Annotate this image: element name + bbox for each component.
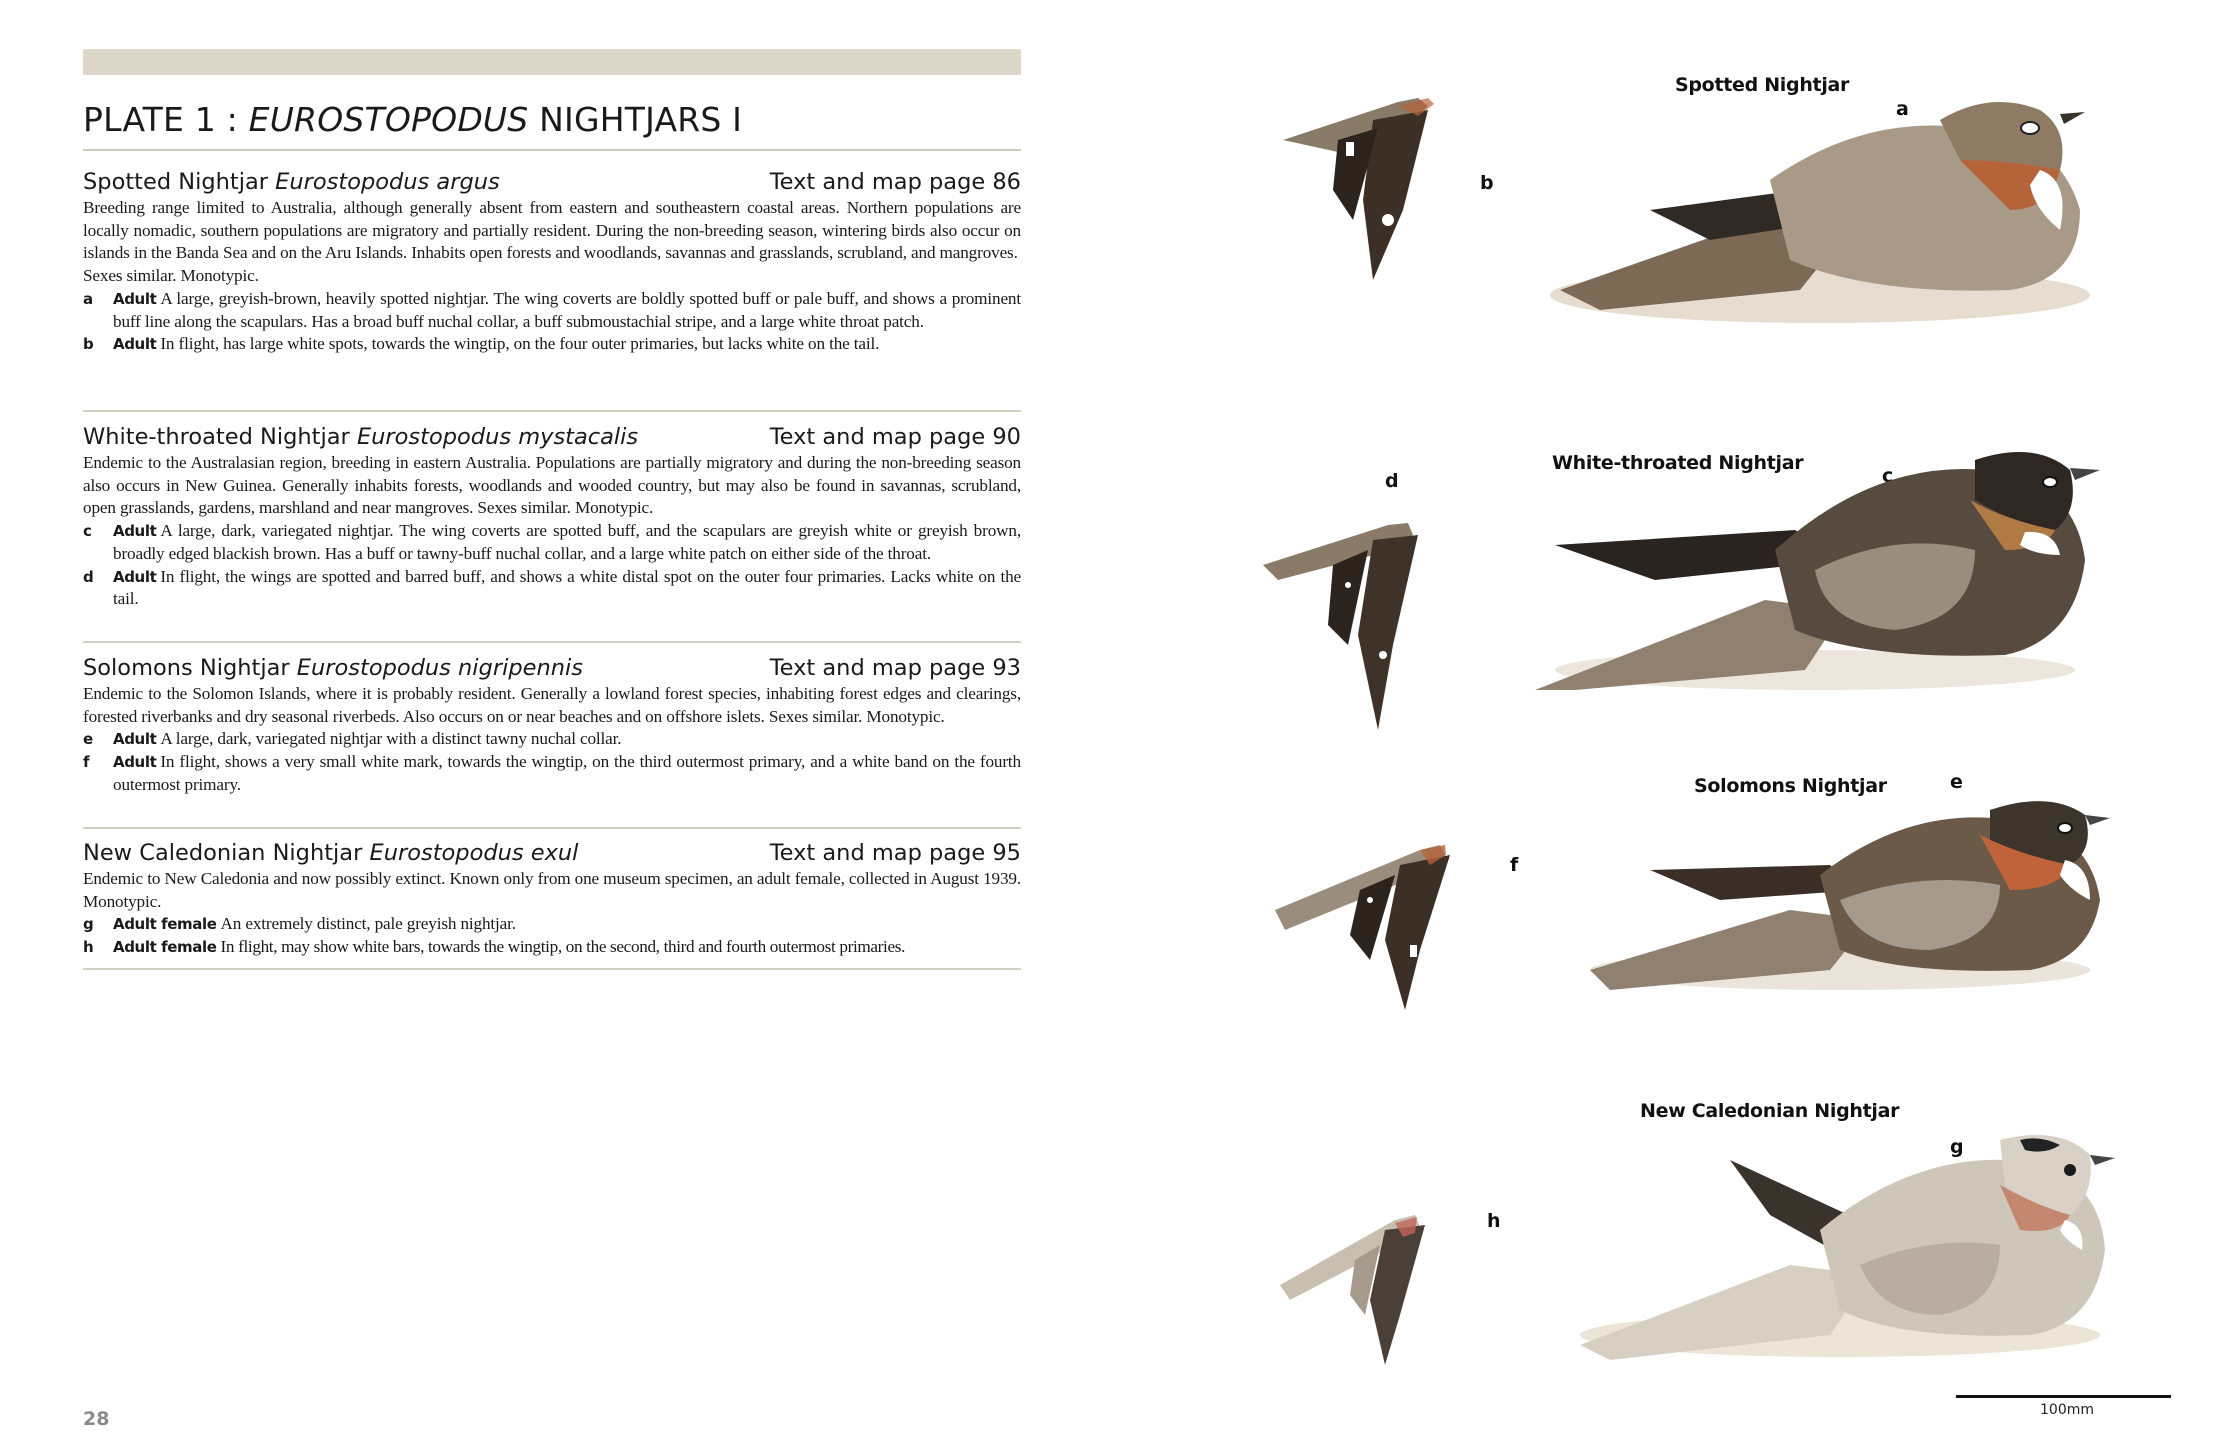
header-band (83, 49, 1021, 75)
figure-letter-b: b (1480, 172, 1494, 194)
figure-letter: d (83, 567, 94, 586)
figure-description: In flight, has large white spots, towards the wingtip, on the four outer primaries, but lacks white on the tail. (160, 334, 880, 354)
common-name: Spotted Nightjar (83, 169, 268, 195)
page-reference: Text and map page 86 (769, 169, 1021, 195)
scientific-name: Eurostopodus nigripennis (296, 655, 583, 681)
plumage-age: Adult (113, 753, 157, 772)
plumage-age: Adult female (113, 915, 217, 934)
species-sex-note: Sexes similar. Monotypic. (83, 266, 259, 286)
species-heading (83, 422, 1021, 452)
species-description: Breeding range limited to Australia, although generally absent from eastern and southeastern coastal areas. Northern populations are locally nomadic, southern populations are migratory and partially resident. During the non-breeding season, wintering birds also occur on islands in the Banda Sea and on the Aru Islands. Inhabits open forests and woodlands, savannas and grasslands, scrubland, and mangroves. (83, 198, 1021, 263)
species-heading (83, 167, 1021, 197)
figure-letter: b (83, 335, 94, 354)
bird-illustration-resting-g (1560, 1125, 2160, 1370)
scientific-name: Eurostopodus mystacalis (356, 424, 639, 450)
scale-bar (1956, 1395, 2171, 1398)
species-description: Endemic to the Australasian region, breeding in eastern Australia. Populations are partially migratory and during the non-breeding season also occurs in New Guinea. Generally inhabits forests, woodlands and wooded country, but may also be found in savannas, scrubland, open grasslands, gardens, marshland and near mangroves. Sexes similar. Monotypic. (83, 453, 1021, 518)
section-divider (83, 641, 1021, 643)
plate-title (83, 100, 742, 139)
figure-entry (83, 936, 1021, 959)
scientific-name: Eurostopodus exul (369, 840, 579, 866)
species-name (83, 838, 578, 868)
species-white-throated-nightjar (83, 422, 1021, 611)
plumage-age: Adult (113, 567, 157, 586)
bird-illustration-resting-c (1515, 440, 2155, 700)
species-description: Endemic to New Caledonia and now possibly extinct. Known only from one museum specimen, an adult female, collected in August 1939. Monotypic. (83, 869, 1021, 911)
plumage-age: Adult (113, 335, 157, 354)
figure-entry (83, 913, 1021, 936)
figure-entry (83, 520, 1021, 565)
common-name: White-throated Nightjar (83, 424, 350, 450)
figure-description: A large, greyish-brown, heavily spotted nightjar. The wing coverts are boldly spotted buff or pale buff, and shows a prominent buff line along the scapulars. Has a broad buff nuchal collar, a buff submoustachial stripe, and a large white throat patch. (113, 288, 1021, 331)
figure-entry (83, 333, 1021, 356)
species-heading (83, 653, 1021, 683)
figure-letter: f (83, 753, 90, 772)
species-heading (83, 838, 1021, 868)
species-name (83, 653, 583, 683)
plumage-age: Adult (113, 730, 157, 749)
figure-letter: a (83, 289, 93, 308)
figure-letter-f: f (1510, 854, 1519, 876)
figure-letter: c (83, 522, 92, 541)
figure-letter-g: g (1950, 1136, 1964, 1158)
figure-letter-a: a (1896, 98, 1909, 120)
title-rule (83, 149, 1021, 151)
figure-entry (83, 288, 1021, 333)
figure-letter-h: h (1487, 1210, 1501, 1232)
scientific-name: Eurostopodus argus (275, 169, 500, 195)
figure-description: An extremely distinct, pale greyish nightjar. (220, 914, 516, 934)
figure-letter-c: c (1882, 465, 1894, 487)
figure-letter-e: e (1950, 771, 1963, 793)
plate-label-solomons-nightjar: Solomons Nightjar (1694, 775, 1887, 797)
figure-letter: g (83, 915, 94, 934)
figure-description: A large, dark, variegated nightjar with a distinct tawny nuchal collar. (160, 729, 622, 749)
page-number: 28 (83, 1408, 110, 1430)
figure-letter: e (83, 730, 94, 749)
section-divider (83, 827, 1021, 829)
figure-description: A large, dark, variegated nightjar. The wing coverts are spotted buff, and the scapulars are greyish white or greyish brown, broadly edged blackish brown. Has a buff or tawny-buff nuchal collar, and a large white patch on either side of the throat. (113, 521, 1021, 563)
section-divider (83, 968, 1021, 970)
figure-entry (83, 566, 1021, 611)
bird-illustration-flight-d (1258, 495, 1508, 735)
figure-description: In flight, shows a very small white mark, towards the wingtip, on the third outermost primary, and a white band on the fourth outermost primary. (113, 752, 1021, 794)
plate-title-genus: EUROSTOPODUS (248, 100, 529, 139)
bird-illustration-flight-f (1270, 810, 1510, 1010)
scale-bar-label: 100mm (2040, 1402, 2094, 1418)
page-reference: Text and map page 95 (769, 840, 1021, 866)
plumage-age: Adult female (113, 938, 217, 957)
figure-entry (83, 751, 1021, 796)
plate-title-suffix: NIGHTJARS I (528, 100, 743, 139)
section-divider (83, 410, 1021, 412)
bird-illustration-resting-a (1540, 90, 2160, 335)
page-reference: Text and map page 93 (769, 655, 1021, 681)
plate-title-prefix: PLATE 1 : (83, 100, 249, 139)
species-description: Endemic to the Solomon Islands, where it is probably resident. Generally a lowland forest species, inhabiting forest edges and clearings, forested riverbanks and dry seasonal riverbeds. Also occurs on or near beaches and on offshore islets. Sexes similar. Monotypic. (83, 684, 1021, 726)
plate-label-spotted-nightjar: Spotted Nightjar (1675, 74, 1850, 96)
species-new-caledonian-nightjar (83, 838, 1021, 959)
plate-label-new-caledonian-nightjar: New Caledonian Nightjar (1640, 1100, 1900, 1122)
figure-description: In flight, may show white bars, towards the wingtip, on the second, third and fourth outermost primaries. (220, 937, 906, 957)
figure-entry (83, 728, 1021, 751)
species-spotted-nightjar (83, 167, 1021, 356)
figure-letter: h (83, 938, 94, 957)
bird-illustration-resting-e (1570, 790, 2160, 1000)
species-name (83, 422, 638, 452)
plate-label-white-throated-nightjar: White-throated Nightjar (1552, 452, 1804, 474)
common-name: New Caledonian Nightjar (83, 840, 363, 866)
bird-illustration-flight-h (1275, 1175, 1485, 1365)
species-solomons-nightjar (83, 653, 1021, 797)
figure-letter-d: d (1385, 470, 1399, 492)
common-name: Solomons Nightjar (83, 655, 290, 681)
bird-illustration-flight-b (1278, 80, 1498, 290)
plumage-age: Adult (113, 522, 157, 541)
species-name (83, 167, 500, 197)
figure-description: In flight, the wings are spotted and barred buff, and shows a white distal spot on the outer four primaries. Lacks white on the tail. (113, 566, 1021, 609)
plumage-age: Adult (113, 289, 157, 308)
page-reference: Text and map page 90 (769, 424, 1021, 450)
